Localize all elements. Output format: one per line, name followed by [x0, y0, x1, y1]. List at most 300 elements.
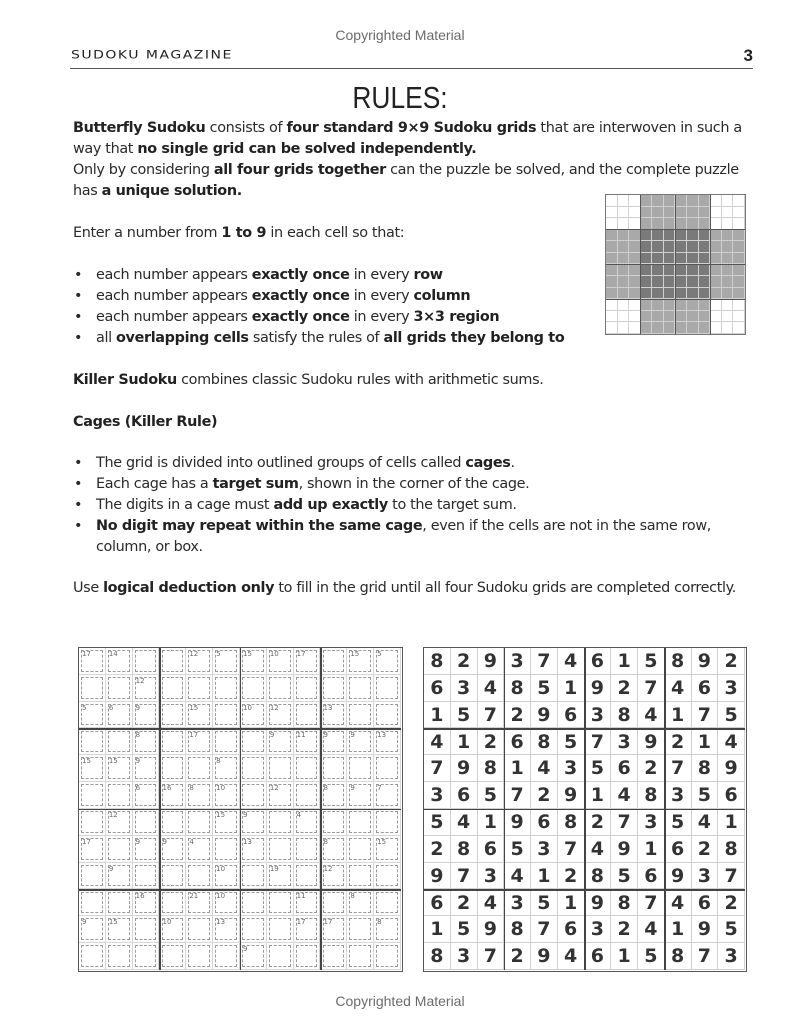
cage-outline: [269, 757, 291, 779]
killer-cell[interactable]: [79, 675, 106, 702]
text-run: each number appears: [96, 267, 252, 283]
cages-heading-text: Cages (Killer Rule): [73, 414, 218, 430]
killer-cell[interactable]: [347, 916, 374, 943]
diagram-block-line: [606, 299, 745, 300]
killer-cell[interactable]: [213, 809, 240, 836]
cage-outline: [349, 757, 371, 779]
cage-outline: [108, 892, 130, 914]
killer-cell[interactable]: [160, 836, 187, 863]
diagram-cell: [618, 230, 630, 242]
solution-cell: 4: [504, 863, 531, 890]
killer-cell[interactable]: [294, 943, 321, 970]
bold-text: exactly once: [251, 309, 350, 325]
killer-cell[interactable]: [240, 675, 267, 702]
cage-outline: [242, 918, 264, 940]
killer-cell[interactable]: [79, 809, 106, 836]
solution-cell: 8: [478, 755, 505, 782]
killer-cell[interactable]: [106, 916, 133, 943]
solution-cell: 6: [718, 782, 745, 809]
killer-cell[interactable]: [79, 782, 106, 809]
butterfly-diagram: [605, 194, 746, 335]
killer-cell[interactable]: [374, 755, 401, 782]
diagram-cell: [722, 276, 734, 288]
killer-cell[interactable]: [374, 863, 401, 890]
killer-cell[interactable]: [267, 916, 294, 943]
killer-cell[interactable]: [267, 863, 294, 890]
killer-cell[interactable]: [267, 782, 294, 809]
killer-cell[interactable]: [160, 648, 187, 675]
killer-cell[interactable]: [240, 648, 267, 675]
killer-cell[interactable]: [106, 782, 133, 809]
killer-cell[interactable]: [294, 755, 321, 782]
cage-sum: 15: [350, 650, 360, 658]
killer-cell[interactable]: [79, 702, 106, 729]
solution-cell: 5: [692, 782, 719, 809]
solution-cell: 7: [504, 782, 531, 809]
text-run: in each cell so that:: [266, 225, 405, 241]
solution-cell: 9: [558, 782, 585, 809]
killer-cell[interactable]: [294, 890, 321, 917]
killer-cell[interactable]: [79, 729, 106, 756]
killer-cell[interactable]: [133, 943, 160, 970]
killer-cell[interactable]: [213, 943, 240, 970]
killer-cell[interactable]: [106, 836, 133, 863]
diagram-cell: [664, 207, 676, 219]
killer-cell[interactable]: [294, 916, 321, 943]
cage-outline: [349, 865, 371, 887]
killer-cell[interactable]: [321, 916, 348, 943]
diagram-cell: [722, 311, 734, 323]
cage-outline: [108, 945, 130, 967]
solution-cell: 7: [451, 863, 478, 890]
copyright-notice-top: Copyrighted Material: [335, 27, 465, 43]
killer-cell[interactable]: [133, 836, 160, 863]
diagram-cell: [733, 288, 745, 300]
solution-cell: 1: [558, 890, 585, 917]
killer-cell[interactable]: [321, 943, 348, 970]
solution-cell: 3: [531, 836, 558, 863]
killer-cell[interactable]: [186, 729, 213, 756]
killer-cell[interactable]: [106, 863, 133, 890]
killer-cell[interactable]: [160, 702, 187, 729]
killer-cell[interactable]: [160, 675, 187, 702]
killer-cell[interactable]: [294, 729, 321, 756]
cage-outline: [376, 704, 398, 726]
cage-sum: 9: [269, 730, 275, 739]
killer-cell[interactable]: [79, 943, 106, 970]
cage-outline: [162, 865, 184, 887]
cage-outline: [376, 945, 398, 967]
diagram-cell: [733, 207, 745, 219]
diagram-cell: [664, 276, 676, 288]
cage-outline: [242, 892, 264, 914]
killer-cell[interactable]: [321, 675, 348, 702]
killer-cell[interactable]: [106, 648, 133, 675]
bold-text: a unique solution.: [101, 183, 242, 199]
solution-cell: 2: [585, 809, 612, 836]
killer-cell[interactable]: [267, 648, 294, 675]
cage-sum: 9: [350, 784, 355, 793]
diagram-cell: [652, 207, 664, 219]
cage-sum: 17: [189, 730, 199, 739]
solution-cell: 2: [692, 836, 719, 863]
cage-sum: 10: [269, 650, 279, 658]
killer-cell[interactable]: [347, 648, 374, 675]
killer-cell[interactable]: [374, 890, 401, 917]
killer-cell[interactable]: [186, 675, 213, 702]
killer-cell[interactable]: [267, 675, 294, 702]
diagram-cell: [710, 299, 722, 311]
solution-cell: 5: [611, 863, 638, 890]
text-run: each number appears: [96, 288, 252, 304]
killer-cell[interactable]: [347, 809, 374, 836]
solution-cell: 4: [665, 890, 692, 917]
cage-outline: [269, 811, 291, 833]
diagram-cell: [618, 299, 630, 311]
killer-cell[interactable]: [267, 890, 294, 917]
killer-cell[interactable]: [160, 809, 187, 836]
killer-cell[interactable]: [106, 755, 133, 782]
killer-cell[interactable]: [106, 809, 133, 836]
bold-text: column: [413, 288, 471, 304]
killer-cell[interactable]: [321, 809, 348, 836]
solution-cell: 1: [451, 729, 478, 756]
cage-outline: [323, 892, 345, 914]
killer-cell[interactable]: [160, 916, 187, 943]
solution-cell: 7: [692, 943, 719, 970]
killer-cell[interactable]: [294, 863, 321, 890]
killer-cell[interactable]: [133, 729, 160, 756]
diagram-cell: [629, 218, 641, 230]
killer-cell[interactable]: [133, 648, 160, 675]
solution-cell: 8: [585, 863, 612, 890]
diagram-cell: [687, 253, 699, 265]
killer-cell[interactable]: [133, 755, 160, 782]
killer-cell[interactable]: [186, 943, 213, 970]
bold-text: add up exactly: [273, 497, 388, 513]
cage-outline: [162, 731, 184, 753]
diagram-cell: [606, 218, 618, 230]
killer-cell[interactable]: [133, 702, 160, 729]
solution-cell: 4: [585, 836, 612, 863]
killer-cell[interactable]: [374, 729, 401, 756]
killer-cell[interactable]: [160, 729, 187, 756]
solution-cell: 7: [611, 809, 638, 836]
killer-cell[interactable]: [160, 863, 187, 890]
killer-cell[interactable]: [186, 755, 213, 782]
killer-cell[interactable]: [267, 729, 294, 756]
killer-cell[interactable]: [347, 890, 374, 917]
cage-outline: [188, 677, 210, 699]
solution-cell: 2: [718, 890, 745, 917]
solution-cell: 9: [478, 916, 505, 943]
cage-outline: [162, 892, 184, 914]
killer-cell[interactable]: [213, 755, 240, 782]
text-run: can the puzzle be solved, and the complete puzzle has: [73, 162, 739, 199]
cage-outline: [296, 704, 318, 726]
killer-cell[interactable]: [267, 702, 294, 729]
diagram-cell: [618, 264, 630, 276]
killer-cell[interactable]: [213, 890, 240, 917]
diagram-cell: [652, 276, 664, 288]
diagram-cell: [618, 322, 630, 334]
killer-cell[interactable]: [267, 809, 294, 836]
solution-cell: 7: [531, 648, 558, 675]
killer-cell[interactable]: [106, 890, 133, 917]
killer-cell[interactable]: [347, 675, 374, 702]
cage-outline: [269, 945, 291, 967]
killer-cell[interactable]: [294, 809, 321, 836]
cage-sum: 12: [108, 811, 118, 819]
instruction-paragraph: [73, 223, 593, 244]
diagram-cell: [722, 264, 734, 276]
text-run: satisfy the rules of: [248, 330, 384, 346]
solution-cell: 2: [451, 648, 478, 675]
solution-cell: 5: [504, 836, 531, 863]
cage-outline: [296, 865, 318, 887]
solution-cell: 3: [585, 702, 612, 729]
solution-cell: 3: [718, 943, 745, 970]
diagram-cell: [629, 230, 641, 242]
cage-outline: [296, 945, 318, 967]
diagram-cell: [710, 207, 722, 219]
killer-cell[interactable]: [79, 890, 106, 917]
killer-cell[interactable]: [79, 916, 106, 943]
solution-cell: 2: [504, 702, 531, 729]
diagram-cell: [687, 230, 699, 242]
killer-cell[interactable]: [240, 729, 267, 756]
bullet-item: [73, 286, 603, 307]
killer-cell[interactable]: [133, 675, 160, 702]
cage-sum: 15: [189, 703, 199, 712]
killer-cell[interactable]: [267, 755, 294, 782]
diagram-cell: [606, 276, 618, 288]
cage-outline: [349, 811, 371, 833]
killer-cell[interactable]: [374, 782, 401, 809]
diagram-cell: [652, 253, 664, 265]
solution-cell: 7: [478, 702, 505, 729]
cage-outline: [81, 784, 103, 806]
diagram-cell: [675, 253, 687, 265]
killer-cell[interactable]: [213, 916, 240, 943]
solution-cell: 9: [504, 809, 531, 836]
killer-cell[interactable]: [106, 943, 133, 970]
killer-cell[interactable]: [240, 836, 267, 863]
killer-cell[interactable]: [347, 782, 374, 809]
killer-cell[interactable]: [186, 836, 213, 863]
solution-cell: 7: [638, 890, 665, 917]
solution-cell: 1: [558, 675, 585, 702]
diagram-cell: [687, 311, 699, 323]
cage-sum: 13: [243, 837, 252, 846]
diagram-cell: [664, 253, 676, 265]
cage-sum: 13: [323, 703, 333, 712]
killer-cell[interactable]: [79, 648, 106, 675]
killer-cell[interactable]: [374, 916, 401, 943]
cage-outline: [162, 811, 184, 833]
killer-cell[interactable]: [267, 836, 294, 863]
killer-cell[interactable]: [213, 729, 240, 756]
diagram-cell: [629, 264, 641, 276]
box-divider: [79, 809, 401, 811]
diagram-cell: [675, 299, 687, 311]
diagram-cell: [722, 230, 734, 242]
diagram-cell: [675, 218, 687, 230]
cage-outline: [242, 731, 264, 753]
text-run: , even if the cells are not in the same row, column, or box.: [96, 518, 711, 555]
bold-text: logical deduction only: [103, 580, 275, 596]
killer-cell[interactable]: [186, 890, 213, 917]
killer-cell[interactable]: [106, 675, 133, 702]
killer-cell[interactable]: [321, 863, 348, 890]
text-run: The grid is divided into outlined groups of cells called: [96, 455, 466, 471]
diagram-cell: [606, 195, 618, 207]
killer-cell[interactable]: [240, 755, 267, 782]
diagram-cell: [606, 264, 618, 276]
killer-cell[interactable]: [240, 809, 267, 836]
cage-outline: [108, 838, 130, 860]
cage-outline: [323, 677, 345, 699]
diagram-cell: [629, 253, 641, 265]
diagram-cell: [652, 311, 664, 323]
cage-rules: [73, 453, 753, 558]
killer-cell[interactable]: [213, 782, 240, 809]
page-number: 3: [743, 46, 753, 65]
killer-cell[interactable]: [186, 863, 213, 890]
diagram-cell: [641, 299, 653, 311]
bold-text: Butterfly Sudoku: [73, 120, 206, 136]
killer-cell[interactable]: [321, 755, 348, 782]
cage-outline: [215, 704, 237, 726]
killer-cell[interactable]: [106, 729, 133, 756]
killer-cell[interactable]: [240, 890, 267, 917]
killer-cell[interactable]: [213, 648, 240, 675]
killer-cell[interactable]: [374, 675, 401, 702]
killer-cell[interactable]: [160, 755, 187, 782]
killer-cell[interactable]: [240, 916, 267, 943]
cage-outline: [108, 784, 130, 806]
solution-cell: 2: [424, 836, 451, 863]
killer-cell[interactable]: [186, 809, 213, 836]
killer-cell[interactable]: [213, 863, 240, 890]
killer-cell[interactable]: [213, 836, 240, 863]
cage-sum: 15: [108, 918, 118, 927]
killer-cell[interactable]: [321, 890, 348, 917]
solution-cell: 6: [665, 836, 692, 863]
cage-outline: [296, 838, 318, 860]
solution-cell: 1: [611, 943, 638, 970]
solution-cell: 4: [611, 782, 638, 809]
diagram-block-line: [606, 264, 745, 265]
cage-sum: 6: [108, 703, 114, 712]
diagram-cell: [710, 218, 722, 230]
killer-cell[interactable]: [321, 782, 348, 809]
text-run: Only by considering: [73, 162, 214, 178]
killer-cell[interactable]: [186, 916, 213, 943]
diagram-cell: [699, 218, 711, 230]
diagram-cell: [699, 276, 711, 288]
killer-cell[interactable]: [347, 702, 374, 729]
killer-cell[interactable]: [374, 943, 401, 970]
killer-cell[interactable]: [240, 943, 267, 970]
solution-cell: 6: [585, 943, 612, 970]
killer-cell[interactable]: [240, 782, 267, 809]
killer-cell[interactable]: [374, 702, 401, 729]
box-divider: [664, 648, 666, 970]
box-divider: [424, 889, 745, 891]
box-divider: [320, 648, 322, 970]
diagram-cell: [664, 299, 676, 311]
killer-cell[interactable]: [133, 916, 160, 943]
cage-outline: [135, 945, 157, 967]
killer-cell[interactable]: [321, 702, 348, 729]
killer-cell[interactable]: [213, 675, 240, 702]
solution-cell: 5: [531, 675, 558, 702]
killer-cell[interactable]: [294, 648, 321, 675]
killer-cell[interactable]: [160, 890, 187, 917]
killer-cell[interactable]: [133, 863, 160, 890]
killer-cell[interactable]: [133, 890, 160, 917]
killer-cell[interactable]: [160, 943, 187, 970]
killer-cell[interactable]: [267, 943, 294, 970]
killer-cell[interactable]: [160, 782, 187, 809]
killer-cell[interactable]: [374, 809, 401, 836]
killer-cell[interactable]: [347, 836, 374, 863]
cage-sum: 17: [323, 918, 333, 927]
killer-cell[interactable]: [133, 809, 160, 836]
diagram-cell: [675, 288, 687, 300]
killer-cell[interactable]: [294, 675, 321, 702]
solution-cell: 1: [638, 836, 665, 863]
killer-cell[interactable]: [79, 863, 106, 890]
killer-cell[interactable]: [213, 702, 240, 729]
killer-cell[interactable]: [133, 782, 160, 809]
killer-cell[interactable]: [186, 782, 213, 809]
killer-cell[interactable]: [347, 755, 374, 782]
cage-sum: 17: [82, 837, 91, 846]
killer-cell[interactable]: [321, 648, 348, 675]
killer-cell[interactable]: [294, 702, 321, 729]
killer-cell[interactable]: [240, 702, 267, 729]
diagram-cell: [687, 288, 699, 300]
killer-cell[interactable]: [321, 729, 348, 756]
killer-cell[interactable]: [294, 782, 321, 809]
killer-cell[interactable]: [374, 836, 401, 863]
killer-cell[interactable]: [79, 755, 106, 782]
killer-cell[interactable]: [79, 836, 106, 863]
killer-cell[interactable]: [106, 702, 133, 729]
killer-cell[interactable]: [374, 648, 401, 675]
killer-sudoku-grid: [78, 647, 403, 972]
cage-sum: 12: [323, 864, 333, 873]
diagram-cell: [722, 299, 734, 311]
killer-cell[interactable]: [347, 729, 374, 756]
cage-outline: [242, 757, 264, 779]
killer-cell[interactable]: [347, 863, 374, 890]
solution-cell: 6: [558, 916, 585, 943]
solution-cell: 5: [718, 916, 745, 943]
killer-cell[interactable]: [294, 836, 321, 863]
solution-cell: 5: [478, 782, 505, 809]
closing-paragraph: [73, 578, 753, 599]
killer-cell[interactable]: [347, 943, 374, 970]
killer-cell[interactable]: [321, 836, 348, 863]
killer-cell[interactable]: [186, 648, 213, 675]
killer-cell[interactable]: [186, 702, 213, 729]
cage-outline: [81, 945, 103, 967]
killer-cell[interactable]: [240, 863, 267, 890]
page-title: RULES:: [352, 80, 448, 115]
